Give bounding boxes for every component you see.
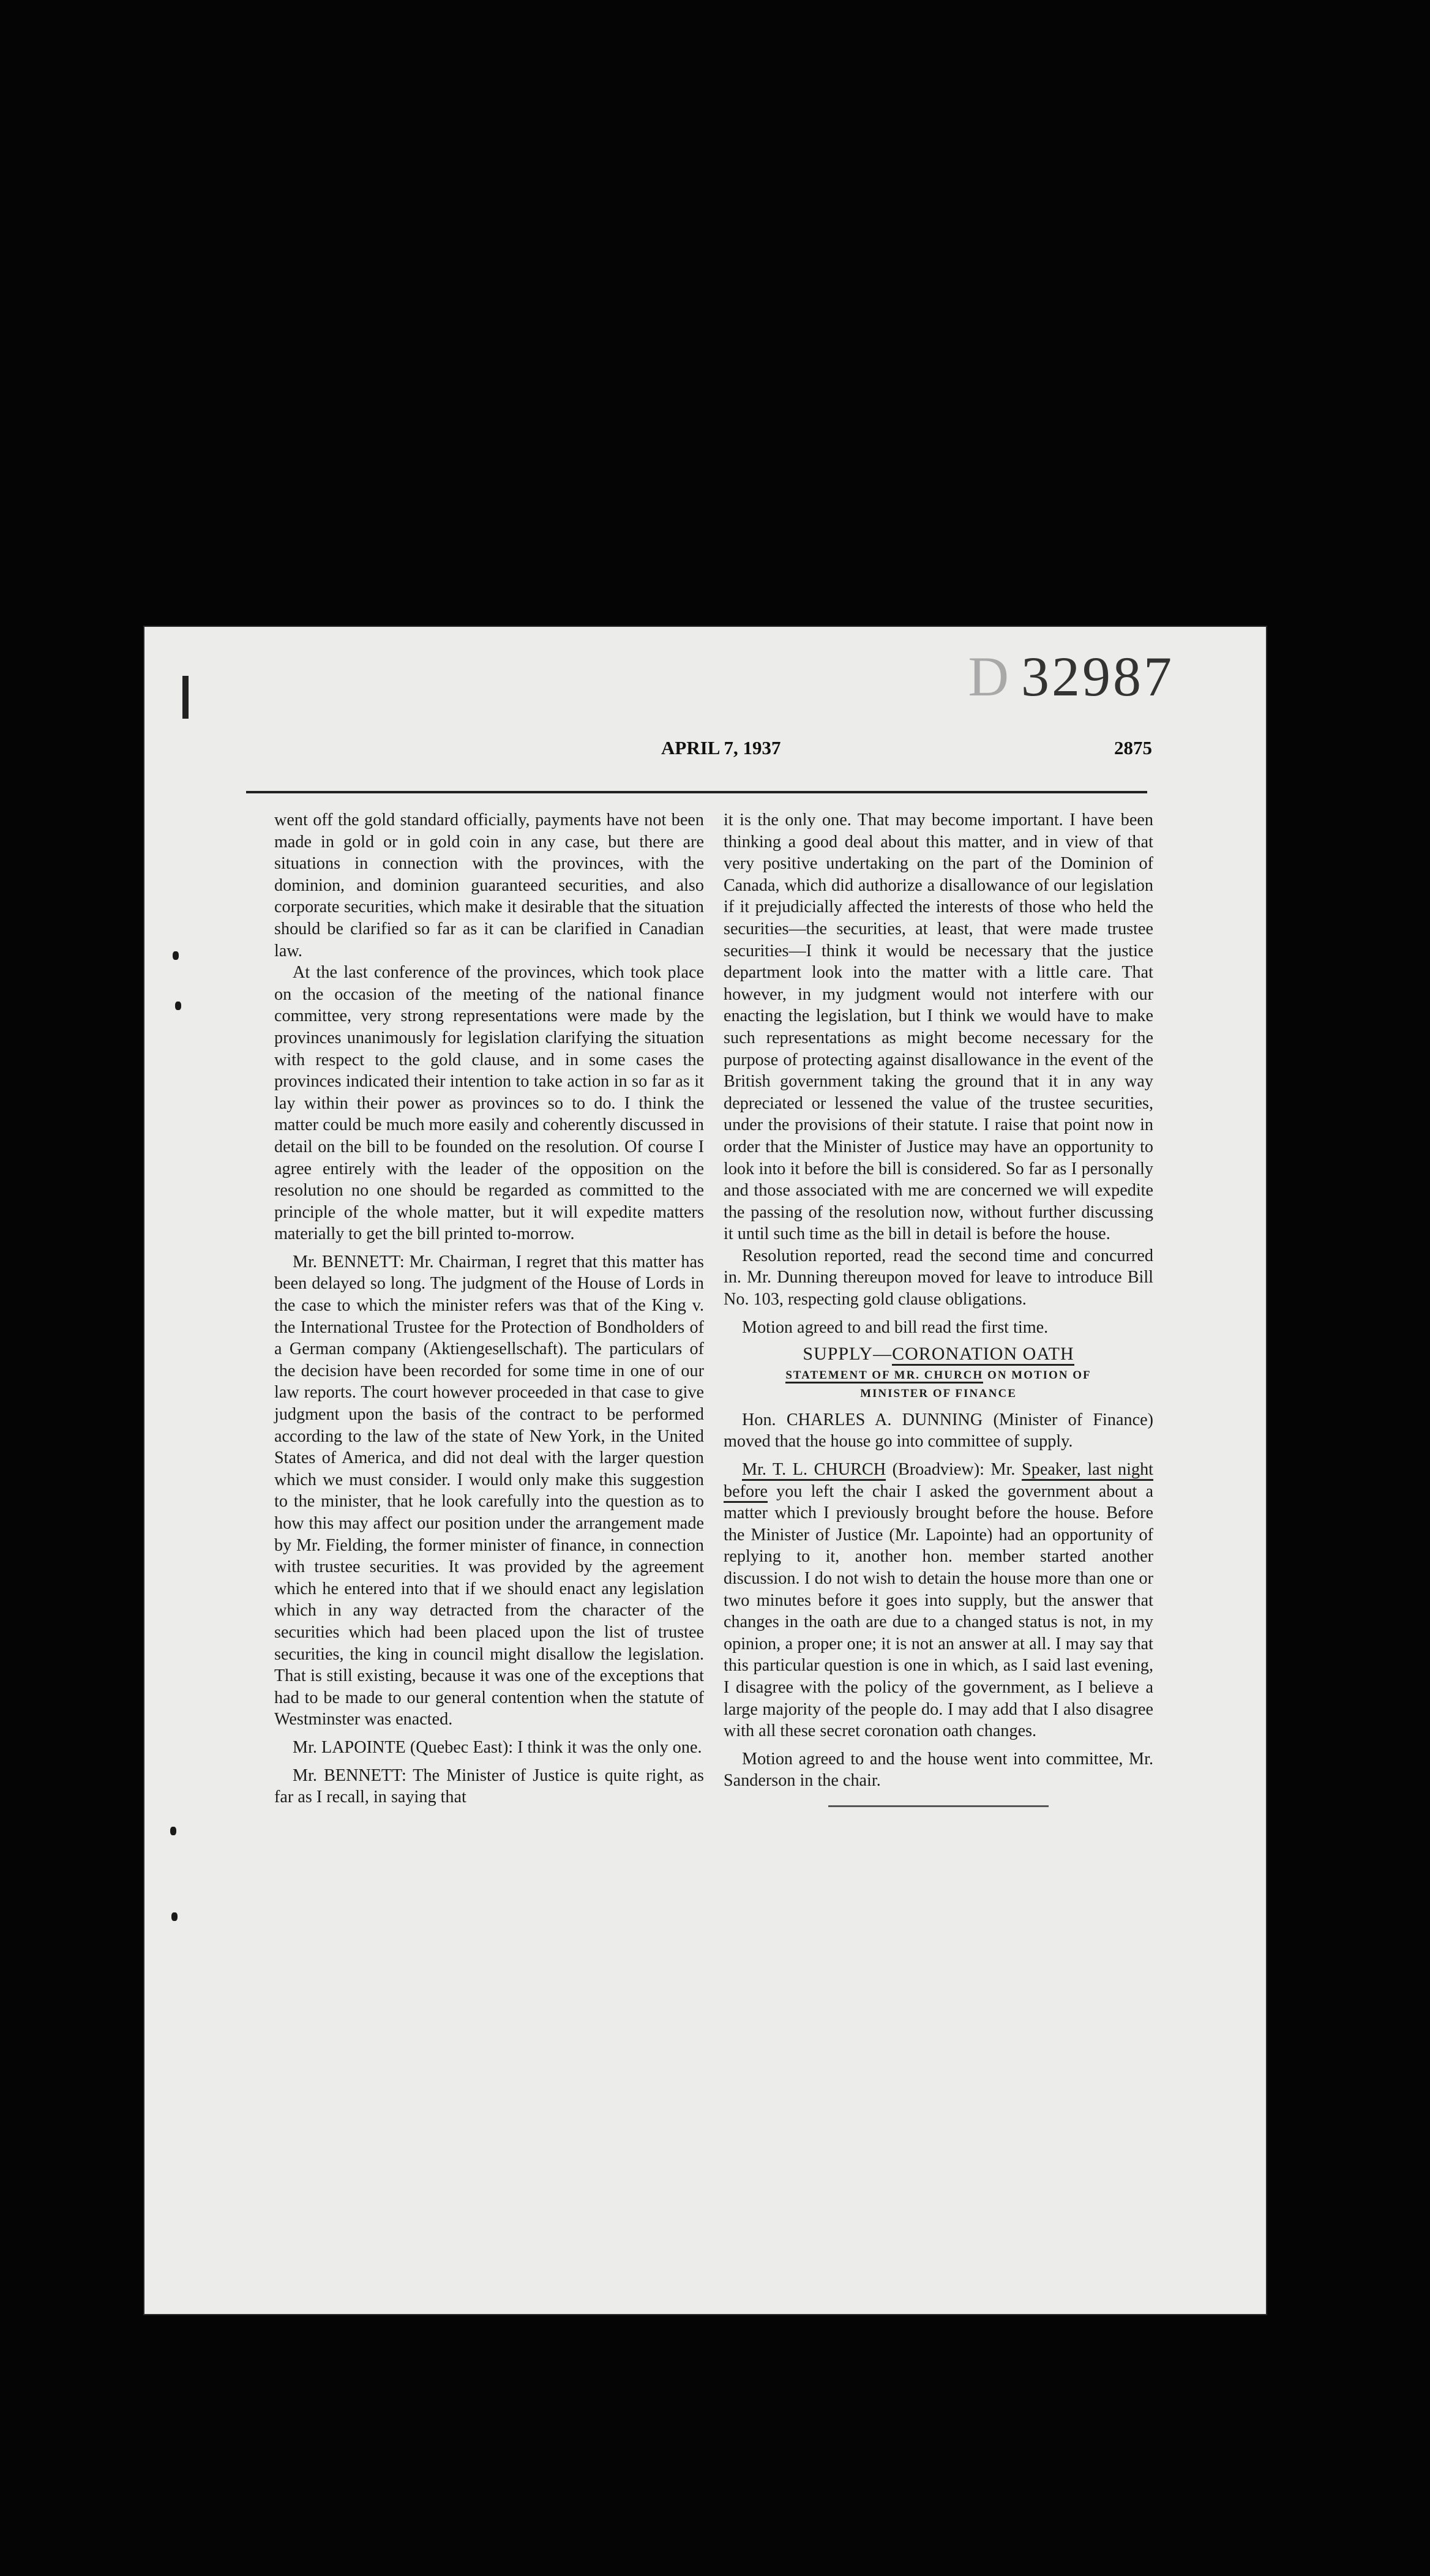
subheading-part: ON MOTION OF — [983, 1368, 1091, 1382]
paragraph — [724, 1459, 1153, 1742]
margin-dot — [173, 951, 179, 960]
archive-stamp — [968, 644, 1174, 709]
section-heading — [724, 1343, 1153, 1365]
section-subheading — [724, 1366, 1153, 1403]
right-column — [724, 809, 1153, 1807]
end-rule — [828, 1805, 1049, 1807]
margin-dot — [175, 1002, 181, 1010]
page-number: 2875 — [1114, 737, 1152, 758]
paragraph: Mr. LAPOINTE (Quebec East): I think it was the only one. — [293, 1737, 702, 1757]
binding-mark — [182, 676, 189, 719]
heading-part: SUPPLY— — [803, 1344, 893, 1365]
paragraph: went off the gold standard officially, payments have not been made in gold or in gold coin in any case, but there are situations in connection with the provinces, with the dominion, and dominion guaranteed securities, and also corporate securities, which make it desirable that the situation should be clarified so far as it can be clarified in Canadian law. — [274, 811, 704, 960]
paragraph: Resolution reported, read the second time and concurred in. Mr. Dunning thereupon moved for leave to introduce Bill No. 103, respecting gold clause obligations. — [724, 1246, 1153, 1309]
stamp-number: 32987 — [1021, 645, 1174, 708]
paragraph: Mr. BENNETT: Mr. Chairman, I regret that this matter has been delayed so long. The judgment of the House of Lords in the case to which the minister refers was that of the King v. the International Trustee for the Protection of Bondholders of a German company (Aktiengesellschaft). The particulars of the decision have been recorded for some time in one of our law reports. The court however proceeded in that case to give judgment upon the basis of the contract to be performed according to the law of the state of New York, in the United States of America, and did not deal with the larger question which we must consider. I would only make this suggestion to the minister, that he look carefully into the question as to how this may affect our position under the arrangement made by Mr. Fielding, the former minister of finance, in connection with trustee securities. It was provided by the agreement which he entered into that if we should enact any legislation which in any way detracted from the character of the securities which had been placed upon the list of trustee securities, the king in council might disallow the legislation. That is still existing, because it was one of the exceptions that had to be made to our general contention when the statute of Westminster was enacted. — [274, 1252, 704, 1729]
paragraph: Motion agreed to and bill read the first time. — [742, 1317, 1049, 1337]
paragraph: it is the only one. That may become important. I have been thinking a good deal about this matter, and in view of that very positive undertaking on the part of the Dominion of Canada, which did authorize a disallowance of our legislation if it prejudicially affected the interests of those who held the securities—the securities, at least, that were made trustee securities—I think it would be necessary that the justice department look into the matter with a little care. That however, in my judgment would not interfere with our enacting the legislation, but I think we would have to make such representations as might become necessary for the purpose of protecting against disallowance in the event of the British government taking the ground that it in any way depreciated or lessened the value of the trustee securities, under the provisions of their statute. I raise that point now in order that the Minister of Justice may have an opportunity to look into it before the bill is considered. So far as I personally and those associated with me are concerned we will expedite the passing of the resolution now, without further discussing it until such time as the bill in detail is before the house. — [724, 811, 1153, 1244]
left-column — [274, 809, 704, 1808]
text-run: you left the chair I asked the government about a matter which I previously brought before the house. Before the Minister of Justice (Mr. Lapointe) had an opportunity of replying to it, another hon. member started another discussion. I do not wish to detain the house more than one or two minutes before it goes into supply, but the answer that changes in the oath are due to a changed status is not, in my opinion, a proper one; it is not an answer at all. I may say that this particular question is one in which, as I said last evening, I disagree with the policy of the government, as I believe a large majority of the people do. I may add that I also disagree with all these secret coronation oath changes. — [724, 1481, 1153, 1741]
paragraph: Mr. BENNETT: The Minister of Justice is quite right, as far as I recall, in saying that — [274, 1765, 704, 1807]
subheading-part: STATEMENT OF — [785, 1369, 894, 1383]
page-date: APRIL 7, 1937 — [661, 737, 781, 758]
margin-dot — [170, 1827, 176, 1835]
heading-part: CORONATION OATH — [892, 1344, 1074, 1366]
text-run: (Broadview): Mr. — [886, 1460, 1022, 1480]
paragraph: Motion agreed to and the house went into committee, Mr. Sanderson in the chair. — [724, 1749, 1153, 1791]
subheading-part: MR. CHURCH — [894, 1369, 984, 1383]
speaker-name: Mr. T. L. CHURCH — [742, 1460, 886, 1481]
subheading-line2: MINISTER OF FINANCE — [860, 1387, 1017, 1400]
underlined-text: Speaker, last night before — [724, 1460, 1153, 1503]
stamp-letter: D — [968, 645, 1011, 708]
header-rule — [246, 791, 1147, 793]
paragraph: At the last conference of the provinces, which took place on the occasion of the meeting of the national finance committee, very strong representations were made by the provinces unanimously for legislation clarifying the situation with respect to the gold clause, and in some cases the provinces indicated their intention to take action in so far as it lay within their power as provinces so to do. I think the matter could be much more easily and coherently discussed in detail on the bill to be founded on the resolution. Of course I agree entirely with the leader of the opposition on the resolution no one should be regarded as committed to the principle of the whole matter, but it will expedite matters materially to get the bill printed to-morrow. — [274, 963, 704, 1244]
margin-dot — [171, 1912, 178, 1921]
hansard-page — [144, 627, 1266, 2314]
paragraph: Hon. CHARLES A. DUNNING (Minister of Finance) moved that the house go into committee of supply. — [724, 1410, 1153, 1451]
